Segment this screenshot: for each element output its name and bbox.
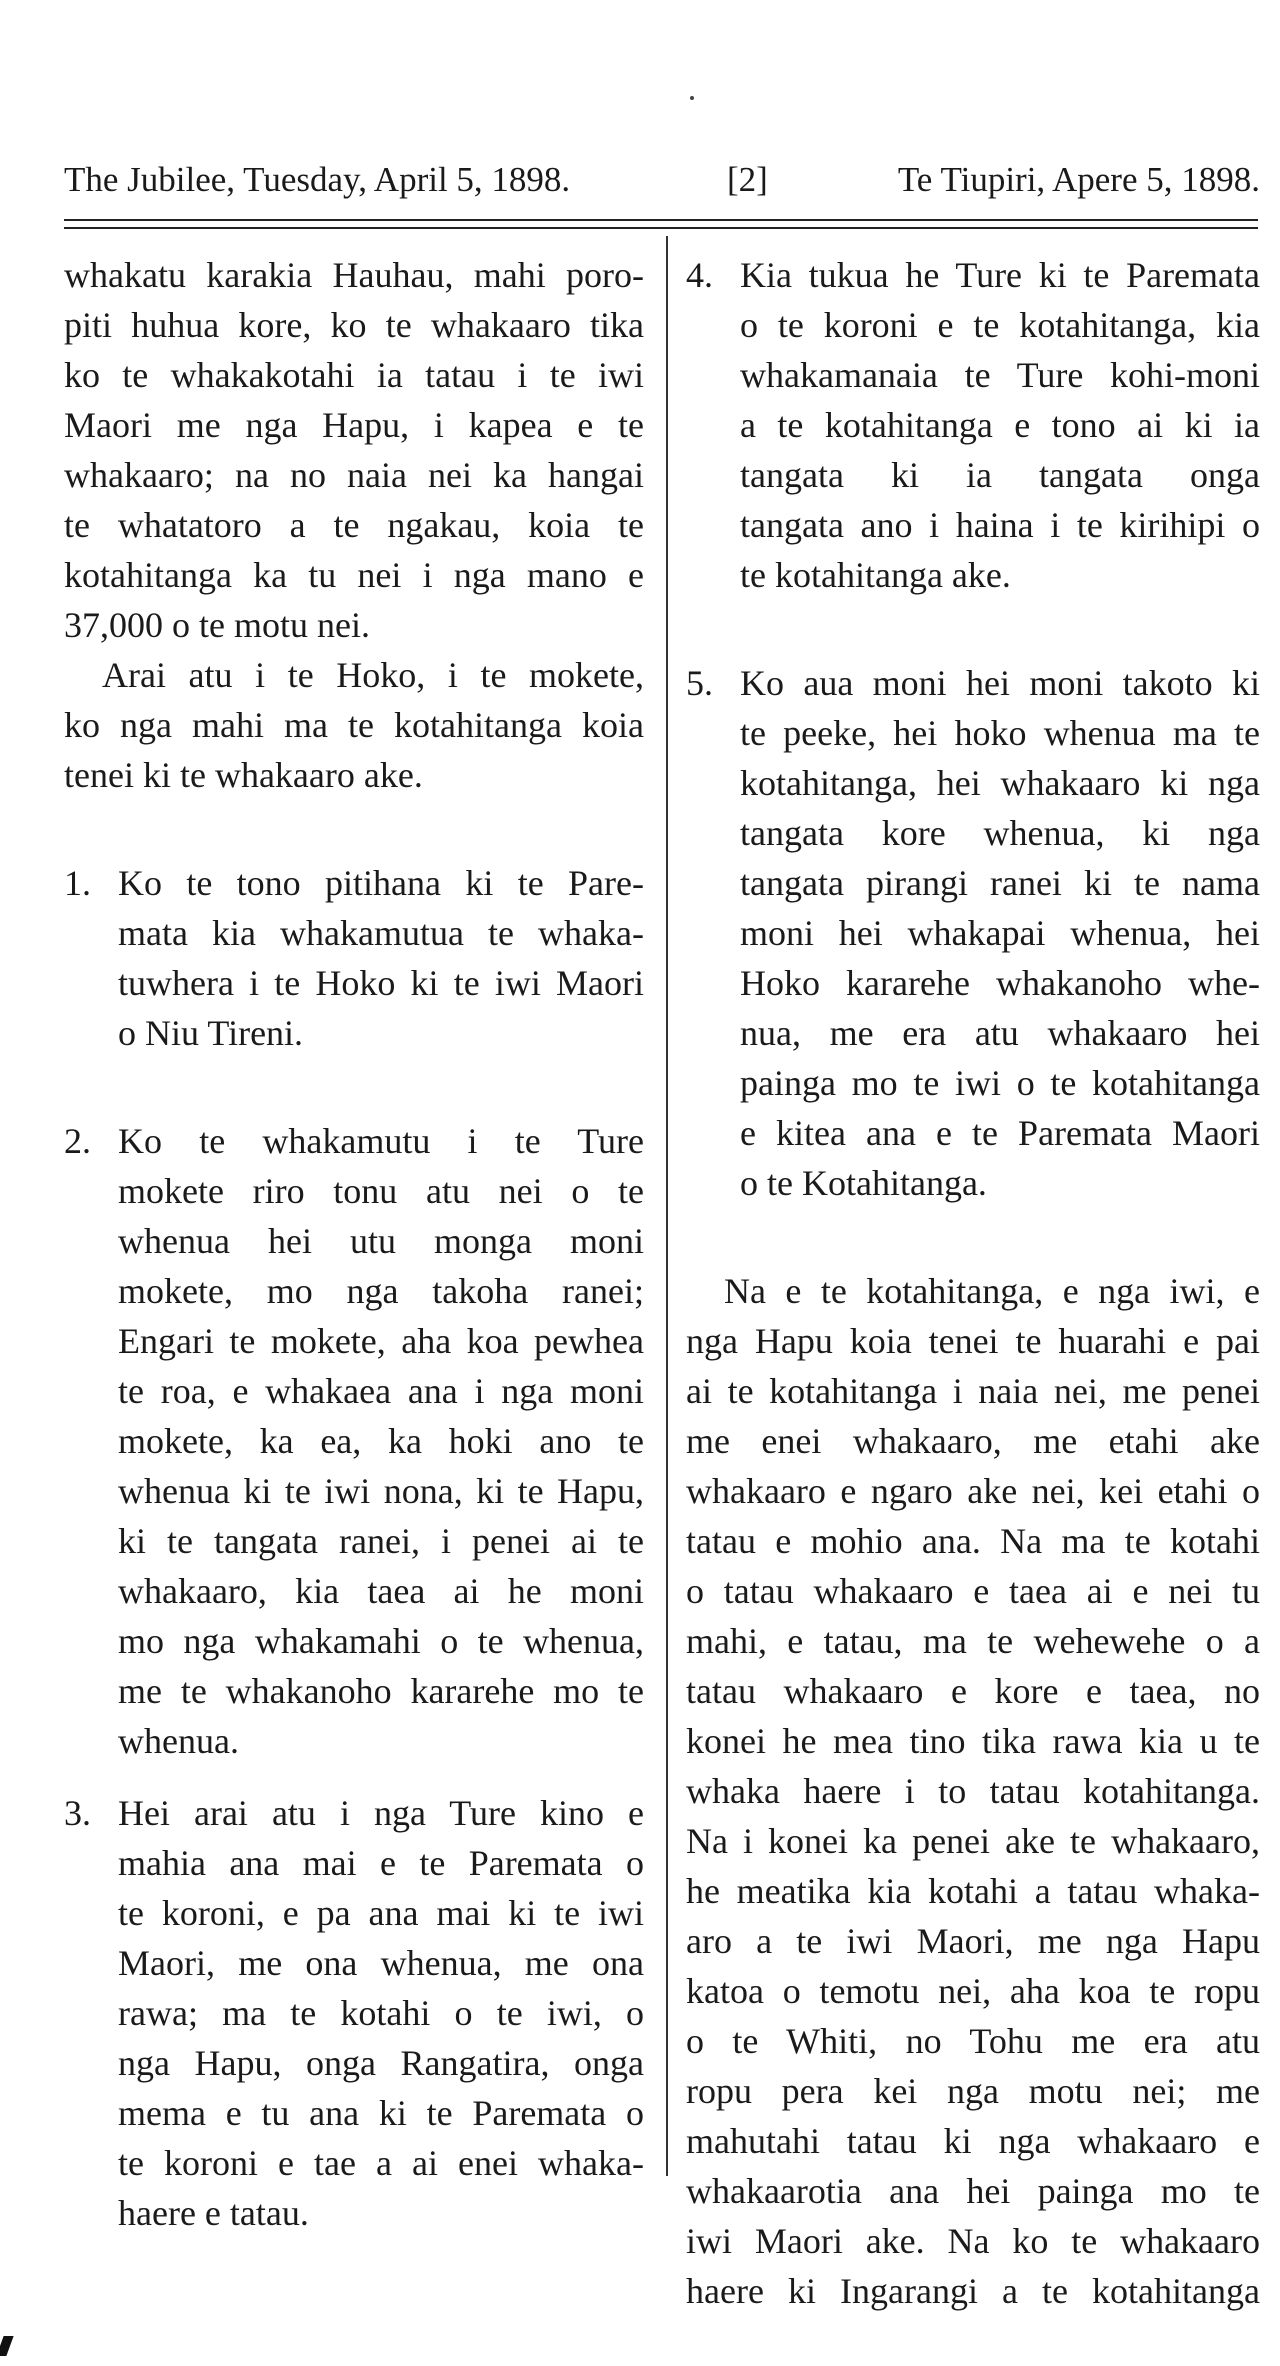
text-line: mo nga whakamahi o te whenua, [118,1621,644,1661]
list-item-4 [686,250,1260,600]
text-line: o tatau whakaaro e taea ai e nei tu [686,1571,1260,1611]
text-line: haere ki Ingarangi a te kotahitanga [686,2271,1260,2311]
text-line: Na e te kotahitanga, e nga iwi, e [724,1271,1260,1311]
text-line: mahutahi tatau ki nga whakaaro e [686,2121,1260,2161]
text-line: te roa, e whakaea ana i nga moni [118,1371,644,1411]
text-line: whenua hei utu monga moni [118,1221,644,1261]
text-line: tuwhera i te Hoko ki te iwi Maori [118,963,644,1003]
text-line: haere e tatau. [118,2193,309,2233]
text-line: te koroni, e pa ana mai ki te iwi [118,1893,644,1933]
text-line: Ko aua moni hei moni takoto ki [740,663,1260,703]
text-line: kotahitanga, hei whakaaro ki nga [740,763,1260,803]
text-line: Ko te tono pitihana ki te Pare- [118,863,644,903]
text-line: o Niu Tireni. [118,1013,304,1053]
text-line: o te koroni e te kotahitanga, kia [740,305,1260,345]
text-line: whenua. [118,1721,239,1761]
text-line: he meatika kia kotahi a tatau whaka- [686,1871,1260,1911]
text-line: nga Hapu, onga Rangatira, onga [118,2043,644,2083]
text-line: Maori me nga Hapu, i kapea e te [64,405,644,445]
text-line: e kitea ana e te Paremata Maori [740,1113,1260,1153]
text-line: whakaaro; na no naia nei ka hangai [64,455,644,495]
list-item-5 [686,658,1260,1208]
text-line: tangata ki ia tangata onga [740,455,1260,495]
text-line: whenua ki te iwi nona, ki te Hapu, [118,1471,644,1511]
paragraph-1 [64,250,644,650]
text-line: mata kia whakamutua te whaka- [118,913,644,953]
text-line: whakaaro, kia taea ai he moni [118,1571,644,1611]
right-column [686,250,1260,2316]
text-line: mema e tu ana ki te Paremata o [118,2093,644,2133]
page-header [64,160,1260,210]
text-line: ropu pera kei nga motu nei; me [686,2071,1260,2111]
text-line: moni hei whakapai whenua, hei [740,913,1260,953]
text-line: me enei whakaaro, me etahi ake [686,1421,1260,1461]
text-line: piti huhua kore, ko te whakaaro tika [64,305,644,345]
text-line: mokete, mo nga takoha ranei; [118,1271,644,1311]
text-line: mokete, ka ea, ka hoki ano te [118,1421,644,1461]
text-line: mokete riro tonu atu nei o te [118,1171,644,1211]
column-divider [666,236,668,2176]
text-line: o te Kotahitanga. [740,1163,987,1203]
text-line: nga Hapu koia tenei te huarahi e pai [686,1321,1260,1361]
text-line: whakaarotia ana hei painga mo te [686,2171,1260,2211]
text-line: tangata ano i haina i te kirihipi o [740,505,1260,545]
text-line: 37,000 o te motu nei. [64,605,370,645]
closing-paragraph [686,1266,1260,2316]
text-line: a te kotahitanga e tono ai ki ia [740,405,1260,445]
text-line: o te Whiti, no Tohu me era atu [686,2021,1260,2061]
text-line: iwi Maori ake. Na ko te whakaaro [686,2221,1260,2261]
list-item-2 [64,1116,644,1766]
item-number: 1. [64,863,91,903]
text-line: mahi, e tatau, ma te wehewehe o a [686,1621,1260,1661]
text-line: te whatatoro a te ngakau, koia te [64,505,644,545]
header-right: Te Tiupiri, Apere 5, 1898. [897,160,1260,199]
text-line: mahia ana mai e te Paremata o [118,1843,644,1883]
text-line: tenei ki te whakaaro ake. [64,755,423,795]
text-line: Ko te whakamutu i te Ture [118,1121,644,1161]
text-line: whakatu karakia Hauhau, mahi poro- [64,255,644,295]
text-line: tangata kore whenua, ki nga [740,813,1260,853]
text-line: whaka haere i to tatau kotahitanga. [686,1771,1260,1811]
header-left: The Jubilee, Tuesday, April 5, 1898. [64,160,571,199]
text-line: te koroni e tae a ai enei whaka- [118,2143,644,2183]
text-line: Kia tukua he Ture ki te Paremata [740,255,1260,295]
text-line: tatau whakaaro e kore e taea, no [686,1671,1260,1711]
list-item-3 [64,1788,644,2238]
text-line: me te whakanoho kararehe mo te [118,1671,644,1711]
text-line: konei he mea tino tika rawa kia u te [686,1721,1260,1761]
text-line: nua, me era atu whakaaro hei [740,1013,1260,1053]
text-line: Maori, me ona whenua, me ona [118,1943,644,1983]
text-line: whakaaro e ngaro ake nei, kei etahi o [686,1471,1260,1511]
header-rule-top [64,219,1258,221]
text-line: aro a te iwi Maori, me nga Hapu [686,1921,1260,1961]
text-line: ai te kotahitanga i naia nei, me penei [686,1371,1260,1411]
text-line: te kotahitanga ake. [740,555,1011,595]
text-line: rawa; ma te kotahi o te iwi, o [118,1993,644,2033]
text-line: Na i konei ka penei ake te whakaaro, [686,1821,1260,1861]
scan-speck [690,96,694,100]
text-line: Arai atu i te Hoko, i te mokete, [102,655,644,695]
item-number: 2. [64,1121,91,1161]
text-line: ko te whakakotahi ia tatau i te iwi [64,355,644,395]
text-line: tatau e mohio ana. Na ma te kotahi [686,1521,1260,1561]
left-column [64,250,644,2238]
text-line: ko nga mahi ma te kotahitanga koia [64,705,644,745]
text-line: painga mo te iwi o te kotahitanga [740,1063,1260,1103]
text-line: katoa o temotu nei, aha koa te ropu [686,1971,1260,2011]
text-line: Engari te mokete, aha koa pewhea [118,1321,644,1361]
scan-mark [0,2336,14,2356]
item-number: 3. [64,1793,91,1833]
page-number: [2] [727,160,768,199]
item-number: 5. [686,663,713,703]
list-item-1 [64,858,644,1058]
text-line: te peeke, hei hoko whenua ma te [740,713,1260,753]
item-number: 4. [686,255,713,295]
header-rule-bottom [64,227,1258,229]
text-line: Hei arai atu i nga Ture kino e [118,1793,644,1833]
text-line: whakamanaia te Ture kohi-moni [740,355,1260,395]
paragraph-2 [64,650,644,800]
text-line: ki te tangata ranei, i penei ai te [118,1521,644,1561]
text-line: Hoko kararehe whakanoho whe- [740,963,1260,1003]
text-line: tangata pirangi ranei ki te nama [740,863,1260,903]
text-line: kotahitanga ka tu nei i nga mano e [64,555,644,595]
